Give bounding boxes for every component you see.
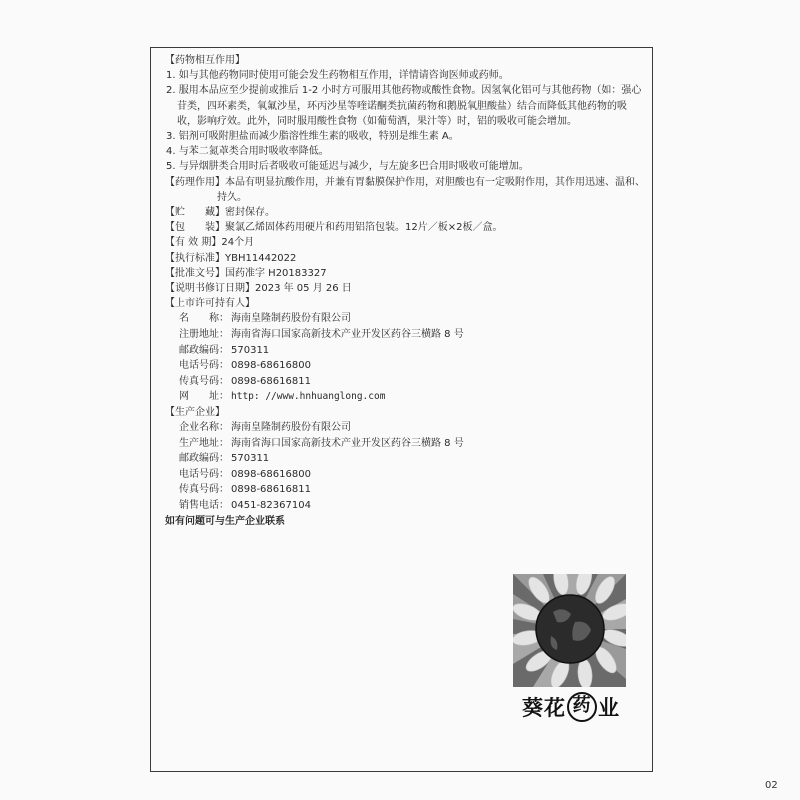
field-key: 网 址： [179, 391, 229, 403]
field-key: 电话号码： [179, 468, 229, 480]
section-heading-interaction: 【药物相互作用】 [165, 55, 245, 66]
mfr-address-row [165, 436, 645, 452]
mfr-fax-row [165, 482, 645, 498]
validity-row [165, 235, 645, 250]
holder-name-row [165, 311, 645, 327]
field-key: 企业名称： [179, 422, 229, 434]
brand-logo-text: 葵花 [522, 695, 566, 720]
item-number: 5. [166, 161, 176, 173]
field-key: 生产地址： [179, 437, 229, 449]
section-value: 24个月 [221, 237, 255, 249]
field-key: 电话号码： [179, 360, 229, 372]
package-row [165, 220, 645, 235]
section-label: 【贮 藏】 [165, 207, 225, 219]
holder-fax-row [165, 374, 645, 390]
storage-row [165, 205, 645, 220]
field-key: 注册地址： [179, 328, 229, 340]
revision-row [165, 281, 645, 296]
brand-logo-circled-char: 药 [567, 692, 597, 722]
item-number: 2. [166, 85, 176, 97]
field-value: 0451-82367104 [231, 500, 311, 512]
field-key: 传真号码： [179, 484, 229, 496]
field-key: 传真号码： [179, 375, 229, 387]
brand-logo [515, 692, 627, 722]
field-value: 570311 [231, 453, 270, 465]
section-value: 2023 年 05 月 26 日 [255, 282, 352, 294]
website-link: http: //www.hnhuanglong.com [231, 391, 386, 403]
field-value: 0898-68616800 [231, 360, 311, 372]
approval-row [165, 266, 645, 281]
section-value: 聚氯乙烯固体药用硬片和药用铝箔包装。12片／板×2板／盒。 [225, 222, 503, 234]
field-value: 海南省海口国家高新技术产业开发区药谷三横路 8 号 [231, 328, 464, 340]
section-label: 【药理作用】 [165, 176, 225, 188]
interaction-item-4 [165, 144, 645, 159]
holder-heading: 【上市许可持有人】 [165, 298, 255, 310]
section-label: 【包 装】 [165, 222, 225, 234]
pharmacology-section [165, 175, 645, 205]
field-key: 邮政编码： [179, 344, 229, 356]
standard-row [165, 251, 645, 266]
field-value: 海南省海口国家高新技术产业开发区药谷三横路 8 号 [231, 437, 464, 449]
item-text: 铝剂可吸附胆盐而减少脂溶性维生素的吸收，特别是维生素 A。 [178, 131, 459, 142]
item-number: 1. [166, 70, 176, 82]
holder-phone-row [165, 358, 645, 374]
section-value: 国药准字 H20183327 [225, 267, 327, 279]
leaflet-content [165, 53, 645, 529]
holder-website-row [165, 389, 645, 405]
mfr-phone-row [165, 467, 645, 483]
sunflower-globe-logo [513, 574, 626, 687]
section-label: 【说明书修订日期】 [165, 282, 255, 294]
interaction-item-5 [165, 159, 645, 174]
manufacturer-heading: 【生产企业】 [165, 406, 225, 418]
item-number: 4. [166, 146, 176, 158]
interaction-item-2 [165, 83, 645, 129]
section-label: 【执行标准】 [165, 252, 225, 264]
page-number: 02 [765, 780, 778, 791]
field-key: 邮政编码： [179, 453, 229, 465]
item-text: 如与其他药物同时使用可能会发生药物相互作用，详情请咨询医师或药师。 [178, 70, 509, 82]
field-value: 0898-68616811 [231, 375, 311, 387]
section-label: 【批准文号】 [165, 267, 225, 279]
mfr-name-row [165, 420, 645, 436]
interaction-item-3 [165, 129, 645, 144]
item-number: 3. [166, 131, 176, 142]
item-text: 服用本品应至少提前或推后 1-2 小时方可服用其他药物或酸性食物。因氢氧化铝可与其他药物（如：强心苷类，四环素类，氧氟沙星，环丙沙星等喹诺酮类抗菌药物和鹅脱氧胆酸盐）结合而降低其他药物的吸收，影响疗效。此外，同时服用酸性食物（如葡萄酒，果汁等）时，铝的吸收可能会增加。 [177, 85, 642, 127]
field-value: 海南皇隆制药股份有限公司 [231, 422, 351, 434]
item-text: 与苯二氮䓬类合用时吸收率降低。 [178, 146, 329, 158]
field-value: 海南皇隆制药股份有限公司 [231, 313, 351, 325]
section-value: YBH11442022 [225, 252, 297, 264]
mfr-sales-row [165, 498, 645, 514]
holder-postcode-row [165, 343, 645, 359]
field-value: 0898-68616800 [231, 468, 311, 480]
field-key: 名 称： [179, 313, 229, 325]
holder-address-row [165, 327, 645, 343]
field-value: 570311 [231, 344, 270, 356]
field-key: 销售电话： [179, 500, 229, 512]
contact-note: 如有问题可与生产企业联系 [165, 515, 285, 527]
section-label: 【有 效 期】 [165, 237, 222, 249]
item-text: 与异烟肼类合用时后者吸收可能延迟与减少，与左旋多巴合用时吸收可能增加。 [178, 161, 529, 173]
section-text: 本品有明显抗酸作用，并兼有胃黏膜保护作用，对胆酸也有一定吸附作用，其作用迅速、温和、持久。 [217, 176, 645, 203]
mfr-postcode-row [165, 451, 645, 467]
field-value: 0898-68616811 [231, 484, 311, 496]
section-value: 密封保存。 [225, 207, 275, 219]
brand-logo-text: 业 [598, 695, 620, 720]
interaction-item-1 [165, 68, 645, 83]
